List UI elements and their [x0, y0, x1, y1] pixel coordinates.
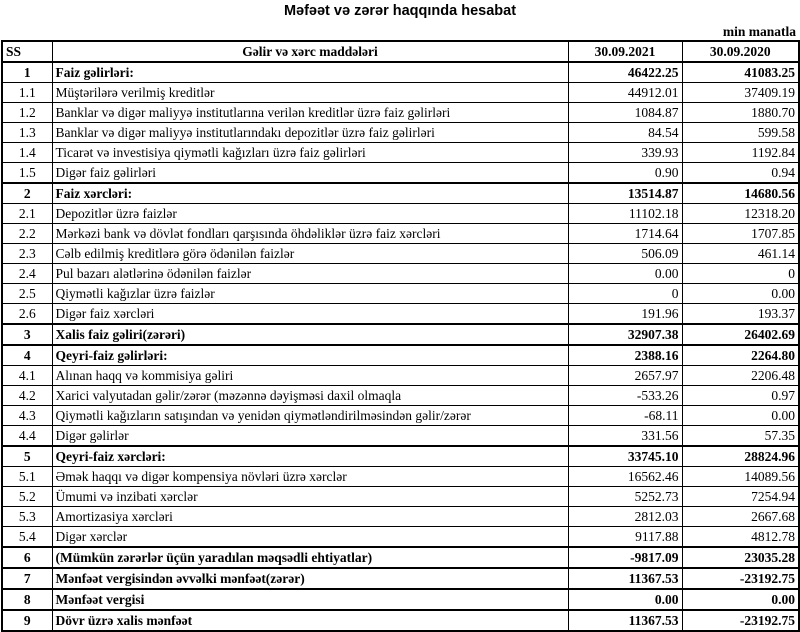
row-label-cell: Xarici valyutadan gəlir/zərər (məzənnə dəyişməsi daxil olmaqla: [52, 386, 568, 406]
table-row: [2, 507, 799, 527]
row-number-cell: 4.2: [2, 386, 52, 406]
row-label-cell: Digər gəlirlər: [52, 426, 568, 447]
row-label-cell: Qeyri-faiz xərcləri:: [52, 446, 568, 467]
row-value-2021-cell: -68.11: [568, 406, 682, 426]
table-row: [2, 366, 799, 386]
row-number-cell: 1.2: [2, 103, 52, 123]
row-number-cell: 1.4: [2, 143, 52, 163]
row-label-cell: Xalis faiz gəliri(zərəri): [52, 324, 568, 345]
row-value-2020-cell: 4812.78: [682, 527, 799, 548]
row-number-cell: 4: [2, 345, 52, 366]
row-number-cell: 2.2: [2, 224, 52, 244]
table-row: [2, 406, 799, 426]
row-value-2021-cell: 2812.03: [568, 507, 682, 527]
table-row: [2, 62, 799, 83]
row-value-2020-cell: -23192.75: [682, 610, 799, 631]
table-row: [2, 446, 799, 467]
row-number-cell: 5.1: [2, 467, 52, 487]
row-value-2020-cell: 2667.68: [682, 507, 799, 527]
row-value-2021-cell: 13514.87: [568, 183, 682, 204]
row-number-cell: 2.6: [2, 304, 52, 325]
table-row: [2, 589, 799, 610]
row-number-cell: 4.1: [2, 366, 52, 386]
row-value-2021-cell: 0.00: [568, 264, 682, 284]
unit-note: min manatla: [722, 24, 796, 39]
row-label-cell: Pul bazarı alətlərinə ödənilən faizlər: [52, 264, 568, 284]
row-value-2020-cell: 28824.96: [682, 446, 799, 467]
row-value-2020-cell: 41083.25: [682, 62, 799, 83]
row-label-cell: Mənfəət vergisi: [52, 589, 568, 610]
row-value-2021-cell: 44912.01: [568, 83, 682, 103]
row-value-2021-cell: 0.90: [568, 163, 682, 184]
row-value-2021-cell: -9817.09: [568, 547, 682, 568]
row-value-2020-cell: 37409.19: [682, 83, 799, 103]
row-label-cell: Qiymətli kağızların satışından və yenidən qiymətləndirilməsindən gəlir/zərər: [52, 406, 568, 426]
row-value-2021-cell: -533.26: [568, 386, 682, 406]
row-label-cell: Faiz xərcləri:: [52, 183, 568, 204]
row-number-cell: 5.2: [2, 487, 52, 507]
row-value-2020-cell: 1707.85: [682, 224, 799, 244]
row-value-2020-cell: 26402.69: [682, 324, 799, 345]
row-number-cell: 7: [2, 568, 52, 589]
row-value-2020-cell: 0.00: [682, 406, 799, 426]
row-value-2021-cell: 1084.87: [568, 103, 682, 123]
row-label-cell: Digər faiz gəlirləri: [52, 163, 568, 184]
row-value-2020-cell: 14089.56: [682, 467, 799, 487]
table-row: [2, 123, 799, 143]
table-row: [2, 183, 799, 204]
row-value-2021-cell: 2657.97: [568, 366, 682, 386]
table-row: [2, 386, 799, 406]
table-row: [2, 244, 799, 264]
row-value-2021-cell: 339.93: [568, 143, 682, 163]
row-number-cell: 9: [2, 610, 52, 631]
row-value-2021-cell: 9117.88: [568, 527, 682, 548]
row-value-2020-cell: 12318.20: [682, 204, 799, 224]
row-value-2021-cell: 32907.38: [568, 324, 682, 345]
row-number-cell: 1.3: [2, 123, 52, 143]
row-number-cell: 2.4: [2, 264, 52, 284]
table-row: [2, 527, 799, 548]
row-value-2020-cell: 14680.56: [682, 183, 799, 204]
report-table: [1, 40, 800, 632]
row-value-2020-cell: 7254.94: [682, 487, 799, 507]
row-number-cell: 2.3: [2, 244, 52, 264]
table-row: [2, 467, 799, 487]
row-label-cell: Digər xərclər: [52, 527, 568, 548]
row-label-cell: Əmək haqqı və digər kompensiya növləri üzrə xərclər: [52, 467, 568, 487]
table-row: [2, 345, 799, 366]
row-value-2021-cell: 0.00: [568, 589, 682, 610]
row-value-2020-cell: 599.58: [682, 123, 799, 143]
row-number-cell: 8: [2, 589, 52, 610]
row-value-2021-cell: 16562.46: [568, 467, 682, 487]
table-row: [2, 304, 799, 325]
row-label-cell: Digər faiz xərcləri: [52, 304, 568, 325]
row-value-2021-cell: 84.54: [568, 123, 682, 143]
row-value-2020-cell: 57.35: [682, 426, 799, 447]
row-number-cell: 5: [2, 446, 52, 467]
row-label-cell: Faiz gəlirləri:: [52, 62, 568, 83]
header-date-2021: 30.09.2021: [568, 41, 682, 62]
row-value-2020-cell: 461.14: [682, 244, 799, 264]
row-number-cell: 4.3: [2, 406, 52, 426]
row-value-2021-cell: 33745.10: [568, 446, 682, 467]
row-label-cell: Ticarət və investisiya qiymətli kağızları üzrə faiz gəlirləri: [52, 143, 568, 163]
row-value-2021-cell: 506.09: [568, 244, 682, 264]
header-ss: SS: [2, 41, 52, 62]
table-row: [2, 568, 799, 589]
row-label-cell: Qeyri-faiz gəlirləri:: [52, 345, 568, 366]
row-value-2020-cell: 1880.70: [682, 103, 799, 123]
table-row: [2, 103, 799, 123]
row-number-cell: 1.1: [2, 83, 52, 103]
table-body: [2, 62, 799, 631]
row-value-2020-cell: 0: [682, 264, 799, 284]
row-value-2021-cell: 0: [568, 284, 682, 304]
row-label-cell: Amortizasiya xərcləri: [52, 507, 568, 527]
table-row: [2, 224, 799, 244]
row-value-2020-cell: 1192.84: [682, 143, 799, 163]
row-value-2020-cell: 23035.28: [682, 547, 799, 568]
row-number-cell: 5.4: [2, 527, 52, 548]
row-number-cell: 3: [2, 324, 52, 345]
row-label-cell: Mənfəət vergisindən əvvəlki mənfəət(zərər): [52, 568, 568, 589]
table-row: [2, 324, 799, 345]
row-value-2020-cell: 2264.80: [682, 345, 799, 366]
row-label-cell: Banklar və digər maliyyə institutlarına verilən kreditlər üzrə faiz gəlirləri: [52, 103, 568, 123]
row-label-cell: Qiymətli kağızlar üzrə faizlər: [52, 284, 568, 304]
header-date-2020: 30.09.2020: [682, 41, 799, 62]
row-value-2020-cell: 0.00: [682, 589, 799, 610]
row-value-2021-cell: 46422.25: [568, 62, 682, 83]
row-value-2021-cell: 331.56: [568, 426, 682, 447]
table-row: [2, 284, 799, 304]
row-value-2020-cell: 0.97: [682, 386, 799, 406]
header-items: Gəlir və xərc maddələri: [52, 41, 568, 62]
row-label-cell: Cəlb edilmiş kreditlərə görə ödənilən faizlər: [52, 244, 568, 264]
row-number-cell: 5.3: [2, 507, 52, 527]
table-row: [2, 143, 799, 163]
row-label-cell: Müştərilərə verilmiş kreditlər: [52, 83, 568, 103]
table-row: [2, 83, 799, 103]
row-value-2021-cell: 191.96: [568, 304, 682, 325]
table-row: [2, 547, 799, 568]
row-value-2020-cell: 193.37: [682, 304, 799, 325]
table-row: [2, 264, 799, 284]
row-label-cell: (Mümkün zərərlər üçün yaradılan məqsədli ehtiyatlar): [52, 547, 568, 568]
row-value-2021-cell: 2388.16: [568, 345, 682, 366]
row-value-2021-cell: 1714.64: [568, 224, 682, 244]
row-value-2020-cell: -23192.75: [682, 568, 799, 589]
row-value-2021-cell: 5252.73: [568, 487, 682, 507]
row-label-cell: Ümumi və inzibati xərclər: [52, 487, 568, 507]
row-value-2020-cell: 2206.48: [682, 366, 799, 386]
row-number-cell: 2.1: [2, 204, 52, 224]
table-row: [2, 163, 799, 184]
page-title: Məfəət və zərər haqqında hesabat: [283, 3, 517, 19]
row-label-cell: Depozitlər üzrə faizlər: [52, 204, 568, 224]
row-label-cell: Dövr üzrə xalis mənfəət: [52, 610, 568, 631]
row-label-cell: Banklar və digər maliyyə institutlarındakı depozitlər üzrə faiz gəlirləri: [52, 123, 568, 143]
table-row: [2, 204, 799, 224]
table-header-row: [2, 41, 799, 62]
row-number-cell: 1: [2, 62, 52, 83]
table-row: [2, 487, 799, 507]
row-number-cell: 1.5: [2, 163, 52, 184]
row-number-cell: 4.4: [2, 426, 52, 447]
row-label-cell: Mərkəzi bank və dövlət fondları qarşısında öhdəliklər üzrə faiz xərcləri: [52, 224, 568, 244]
row-value-2020-cell: 0.94: [682, 163, 799, 184]
row-value-2021-cell: 11367.53: [568, 610, 682, 631]
table-row: [2, 426, 799, 447]
row-value-2021-cell: 11367.53: [568, 568, 682, 589]
row-value-2021-cell: 11102.18: [568, 204, 682, 224]
row-label-cell: Alınan haqq və kommisiya gəliri: [52, 366, 568, 386]
row-number-cell: 6: [2, 547, 52, 568]
row-value-2020-cell: 0.00: [682, 284, 799, 304]
row-number-cell: 2: [2, 183, 52, 204]
row-number-cell: 2.5: [2, 284, 52, 304]
